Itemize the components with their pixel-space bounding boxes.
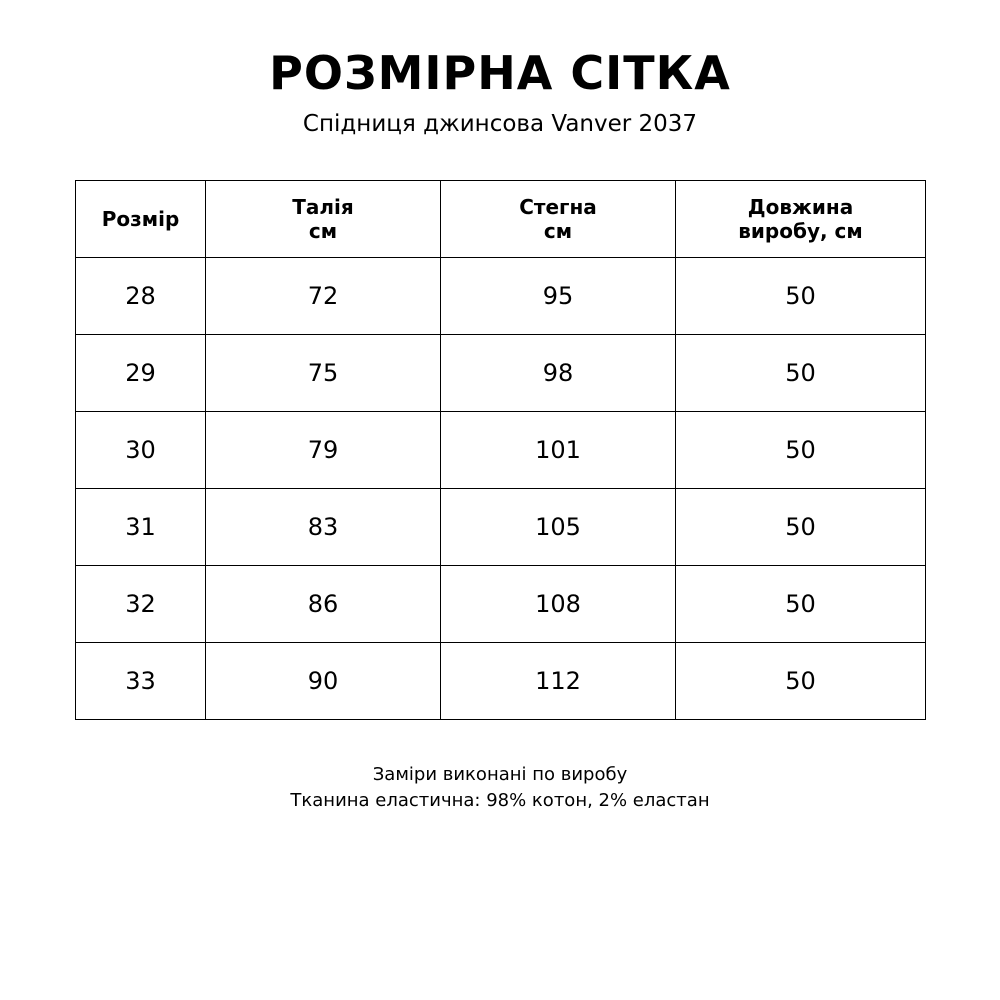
cell-length: 50 [676, 566, 926, 643]
table-row [76, 489, 926, 566]
column-header-waist [206, 181, 441, 258]
table-row [76, 643, 926, 720]
cell-length: 50 [676, 258, 926, 335]
note-measurements: Заміри виконані по виробу [372, 764, 628, 785]
column-header-label: Стегна [519, 195, 597, 219]
cell-hips: 95 [441, 258, 676, 335]
column-header-label: Розмір [101, 207, 180, 231]
page-subtitle: Спідниця джинсова Vanver 2037 [302, 111, 698, 137]
cell-waist: 75 [206, 335, 441, 412]
cell-length: 50 [676, 489, 926, 566]
cell-waist: 90 [206, 643, 441, 720]
cell-hips: 108 [441, 566, 676, 643]
cell-length: 50 [676, 412, 926, 489]
page-title: РОЗМІРНА СІТКА [269, 46, 731, 100]
column-header-label: Довжина [747, 195, 854, 219]
cell-waist: 83 [206, 489, 441, 566]
cell-hips: 98 [441, 335, 676, 412]
cell-size: 32 [76, 566, 206, 643]
cell-size: 29 [76, 335, 206, 412]
cell-length: 50 [676, 643, 926, 720]
cell-size: 31 [76, 489, 206, 566]
column-header-size [76, 181, 206, 258]
size-table [75, 180, 926, 720]
cell-size: 30 [76, 412, 206, 489]
footnotes [0, 762, 1000, 814]
cell-waist: 79 [206, 412, 441, 489]
cell-waist: 72 [206, 258, 441, 335]
cell-size: 33 [76, 643, 206, 720]
column-header-label: Талія [292, 195, 354, 219]
table-header-row [76, 181, 926, 258]
note-fabric: Тканина еластична: 98% котон, 2% еластан [290, 790, 710, 811]
table-row [76, 412, 926, 489]
cell-hips: 101 [441, 412, 676, 489]
cell-waist: 86 [206, 566, 441, 643]
cell-size: 28 [76, 258, 206, 335]
table-row [76, 566, 926, 643]
cell-hips: 105 [441, 489, 676, 566]
column-header-unit: см [308, 219, 338, 243]
cell-length: 50 [676, 335, 926, 412]
column-header-unit: см [543, 219, 573, 243]
column-header-unit: виробу, см [738, 219, 863, 243]
column-header-hips [441, 181, 676, 258]
table-row [76, 335, 926, 412]
cell-hips: 112 [441, 643, 676, 720]
table-row [76, 258, 926, 335]
column-header-length [676, 181, 926, 258]
